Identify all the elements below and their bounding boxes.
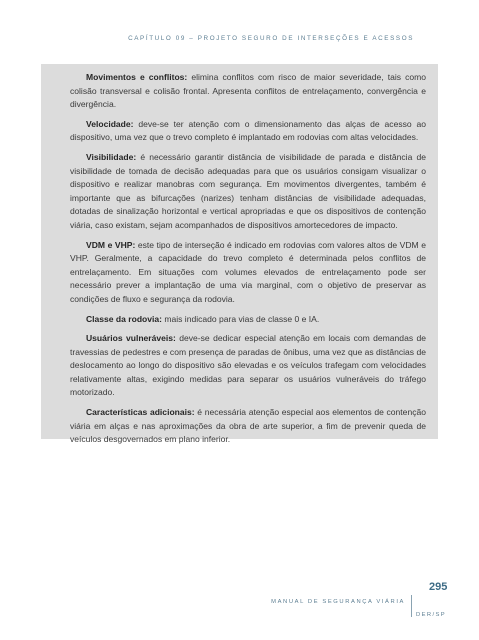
paragraph-movimentos <box>70 71 426 112</box>
paragraph-vdm-vhp <box>70 239 426 307</box>
term-label: Velocidade: <box>86 118 134 129</box>
term-label: Classe da rodovia: <box>86 313 162 324</box>
paragraph-text: é necessária atenção especial aos elementos de contenção viária em alças e nas aproximações da obra de arte superior, a fim de prevenir queda de veículos desgovernados em plano inferior. <box>70 407 426 445</box>
paragraph-usuarios <box>70 332 426 400</box>
paragraph-text: deve-se dedicar especial atenção em locais com demandas de travessias de pedestres e com presença de paradas de ônibus, uma vez que as distâncias de deslocamento ao longo do dispositivo são elevadas e os veículos trafegam com velocidades relativamente altas, exigindo medidas para separar os usuários vulneráveis do tráfego motorizado. <box>70 333 427 398</box>
footer-divider <box>411 595 412 617</box>
paragraph-text: elimina conflitos com risco de maior severidade, tais como colisão transversal e colisão frontal. Apresenta conflitos de entrelaçamento, convergência e divergência. <box>70 72 426 109</box>
term-label: Movimentos e conflitos: <box>86 72 188 82</box>
term-label: Usuários vulneráveis: <box>86 333 176 344</box>
term-label: Visibilidade: <box>86 152 137 163</box>
paragraph-velocidade <box>70 118 426 145</box>
content-box <box>41 64 438 445</box>
page-number: 295 <box>429 581 448 593</box>
paragraph-text: é necessário garantir distância de visibilidade de parada e distância de visibilidade de tomada de decisão adequadas para que os usuários consigam visualizar o dispositivo e realizar manobras com segurança. Em movimentos divergentes, também é importante que as bifurcações (narizes) tenham distâncias de visibilidade adequadas, dotadas de sinalização horizontal e vertical apropriadas e que os dispositivos de contenção viária, caso existam, sejam acompanhados de dispositivos amortecedores de impacto. <box>70 152 426 230</box>
paragraph-caracteristicas <box>70 406 426 447</box>
footer-manual-title: MANUAL DE SEGURANÇA VIÁRIA <box>271 599 405 605</box>
paragraph-text: mais indicado para vias de classe 0 e IA. <box>162 313 320 324</box>
paragraph-text: este tipo de interseção é indicado em rodovias com valores altos de VDM e VHP. Geralmente, a capacidade do trevo completo é determinada pelos conflitos de entrelaçamento. Em situações com volumes elevados de entrelaçamento pode ser necessário prever a implantação de uma via marginal, com o objetivo de preservar as condições de fluxo e segurança da rodovia. <box>70 239 426 304</box>
term-label: VDM e VHP: <box>86 239 136 250</box>
paragraph-visibilidade <box>70 151 426 232</box>
paragraph-classe <box>70 313 426 327</box>
footer-organization: DER/SP <box>416 612 446 618</box>
term-label: Características adicionais: <box>86 407 195 418</box>
chapter-header: CAPÍTULO 09 – PROJETO SEGURO DE INTERSEÇÕES E ACESSOS <box>128 35 414 42</box>
paragraph-text: deve-se ter atenção com o dimensionamento das alças de acesso ao dispositivo, uma vez que o trevo completo é implantado em rodovias com altas velocidades. <box>70 118 426 143</box>
